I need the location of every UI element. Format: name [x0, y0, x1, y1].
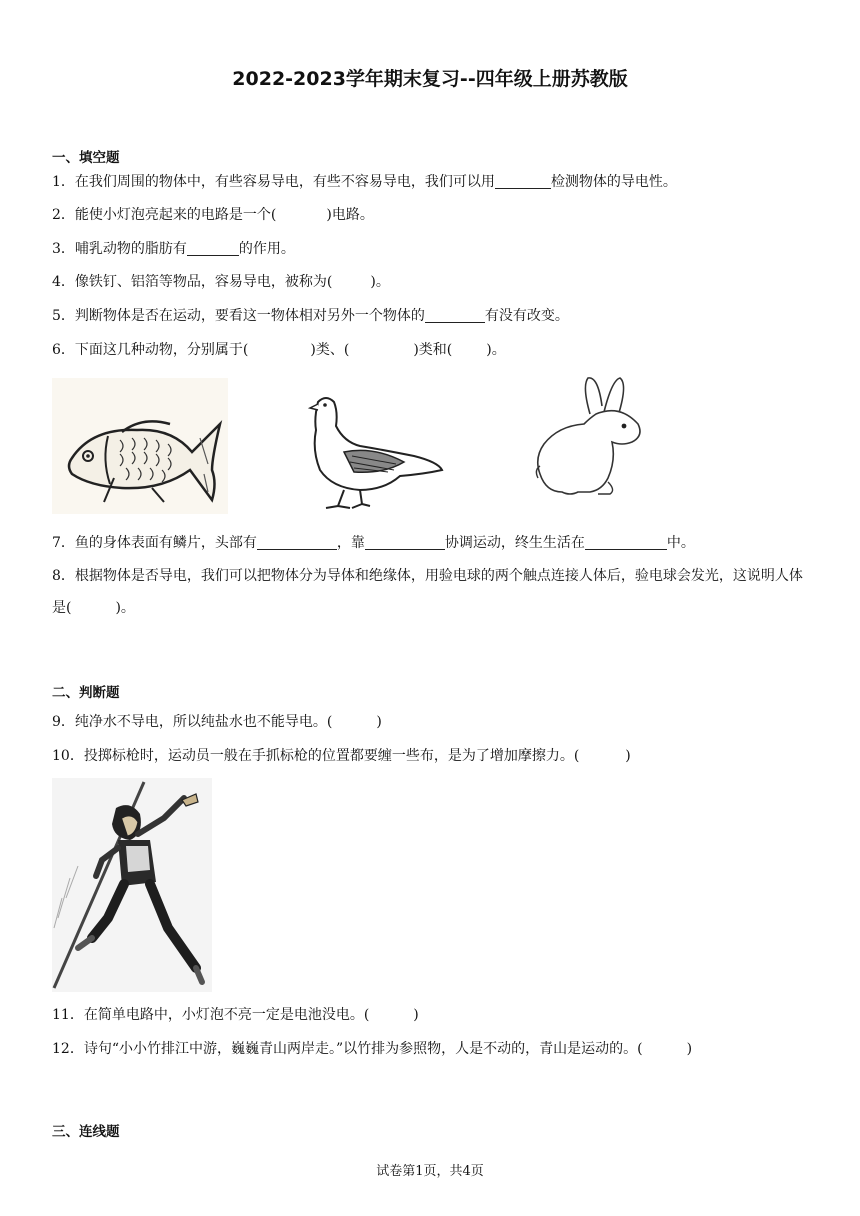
- pigeon-drawing: [304, 390, 444, 514]
- question-text: )类、(: [310, 342, 350, 358]
- question-text: 下面这几种动物，分别属于(: [74, 342, 249, 358]
- question-number: 10．: [52, 748, 84, 764]
- question-number: 5．: [52, 308, 75, 324]
- question-text: 哺乳动物的脂肪有: [74, 241, 187, 257]
- question-4: [52, 268, 812, 296]
- question-text: 纯净水不导电，所以纯盐水也不能导电。(: [74, 714, 333, 730]
- question-11: [52, 1001, 812, 1029]
- javelin-thrower-icon: [52, 778, 212, 992]
- question-text: ，靠: [336, 535, 365, 551]
- answer-blank[interactable]: [425, 306, 485, 323]
- question-text: 像铁钉、铝箔等物品，容易导电，被称为(: [74, 274, 333, 290]
- pigeon-icon: [304, 390, 444, 514]
- section-heading-matching: 三、连线题: [52, 1124, 120, 1140]
- question-text: 有没有改变。: [484, 308, 569, 324]
- question-text: 协调运动，终生生活在: [444, 535, 585, 551]
- answer-blank[interactable]: [495, 172, 551, 189]
- fish-drawing: [52, 378, 228, 514]
- question-9: [52, 708, 812, 736]
- question-8: [52, 560, 808, 624]
- question-5: [52, 302, 812, 330]
- question-number: 7．: [52, 535, 75, 551]
- section-heading-fill-blank: 一、填空题: [52, 150, 120, 166]
- question-number: 11．: [52, 1007, 84, 1023]
- question-6: [52, 336, 812, 364]
- question-text: )类和(: [413, 342, 453, 358]
- question-number: 12．: [52, 1041, 84, 1057]
- question-text: )电路。: [326, 207, 374, 223]
- question-text: 鱼的身体表面有鳞片，头部有: [74, 535, 257, 551]
- question-text: 在简单电路中，小灯泡不亮一定是电池没电。(: [83, 1007, 370, 1023]
- question-text: )。: [486, 342, 506, 358]
- section-heading-true-false: 二、判断题: [52, 685, 120, 701]
- question-number: 1．: [52, 174, 75, 190]
- page-title: 2022-2023学年期末复习--四年级上册苏教版: [232, 68, 628, 90]
- question-3: [52, 235, 812, 263]
- question-number: 4．: [52, 274, 75, 290]
- question-text: ): [376, 714, 382, 730]
- question-text: 能使小灯泡亮起来的电路是一个(: [74, 207, 277, 223]
- question-number: 9．: [52, 714, 75, 730]
- question-12: [52, 1035, 812, 1063]
- question-number: 3．: [52, 241, 75, 257]
- answer-blank[interactable]: [585, 533, 667, 550]
- question-text: )。: [370, 274, 390, 290]
- question-text: 的作用。: [238, 241, 295, 257]
- answer-blank[interactable]: [365, 533, 445, 550]
- javelin-thrower-drawing: [52, 778, 212, 992]
- question-7: [52, 529, 812, 557]
- question-10: [52, 742, 812, 770]
- question-text: ): [413, 1007, 419, 1023]
- question-1: [52, 168, 812, 196]
- question-text: ): [625, 748, 631, 764]
- question-2: [52, 201, 812, 229]
- answer-blank[interactable]: [257, 533, 337, 550]
- question-text: 投掷标枪时，运动员一般在手抓标枪的位置都要缠一些布，是为了增加摩擦力。(: [83, 748, 580, 764]
- question-number: 2．: [52, 207, 75, 223]
- question-text: 在我们周围的物体中，有些容易导电，有些不容易导电，我们可以用: [74, 174, 495, 190]
- question-text: 诗句“小小竹排江中游，巍巍青山两岸走。”以竹排为参照物，人是不动的，青山是运动的。(: [83, 1041, 643, 1057]
- question-text: ): [686, 1041, 693, 1057]
- fish-icon: [52, 378, 228, 514]
- question-text: 根据物体是否导电，我们可以把物体分为导体和绝缘体，用验电球的两个触点连接人体后，验电球会发光，这说明人体是(: [52, 568, 803, 616]
- rabbit-icon: [532, 374, 648, 500]
- question-number: 6．: [52, 342, 75, 358]
- question-text: 中。: [666, 535, 695, 551]
- page-footer: 试卷第1页，共4页: [376, 1164, 484, 1179]
- question-number: 8．: [52, 568, 75, 584]
- question-text: 判断物体是否在运动，要看这一物体相对另外一个物体的: [74, 308, 425, 324]
- question-text: 检测物体的导电性。: [550, 174, 677, 190]
- rabbit-drawing: [532, 374, 648, 500]
- question-text: )。: [115, 600, 135, 616]
- answer-blank[interactable]: [187, 239, 239, 256]
